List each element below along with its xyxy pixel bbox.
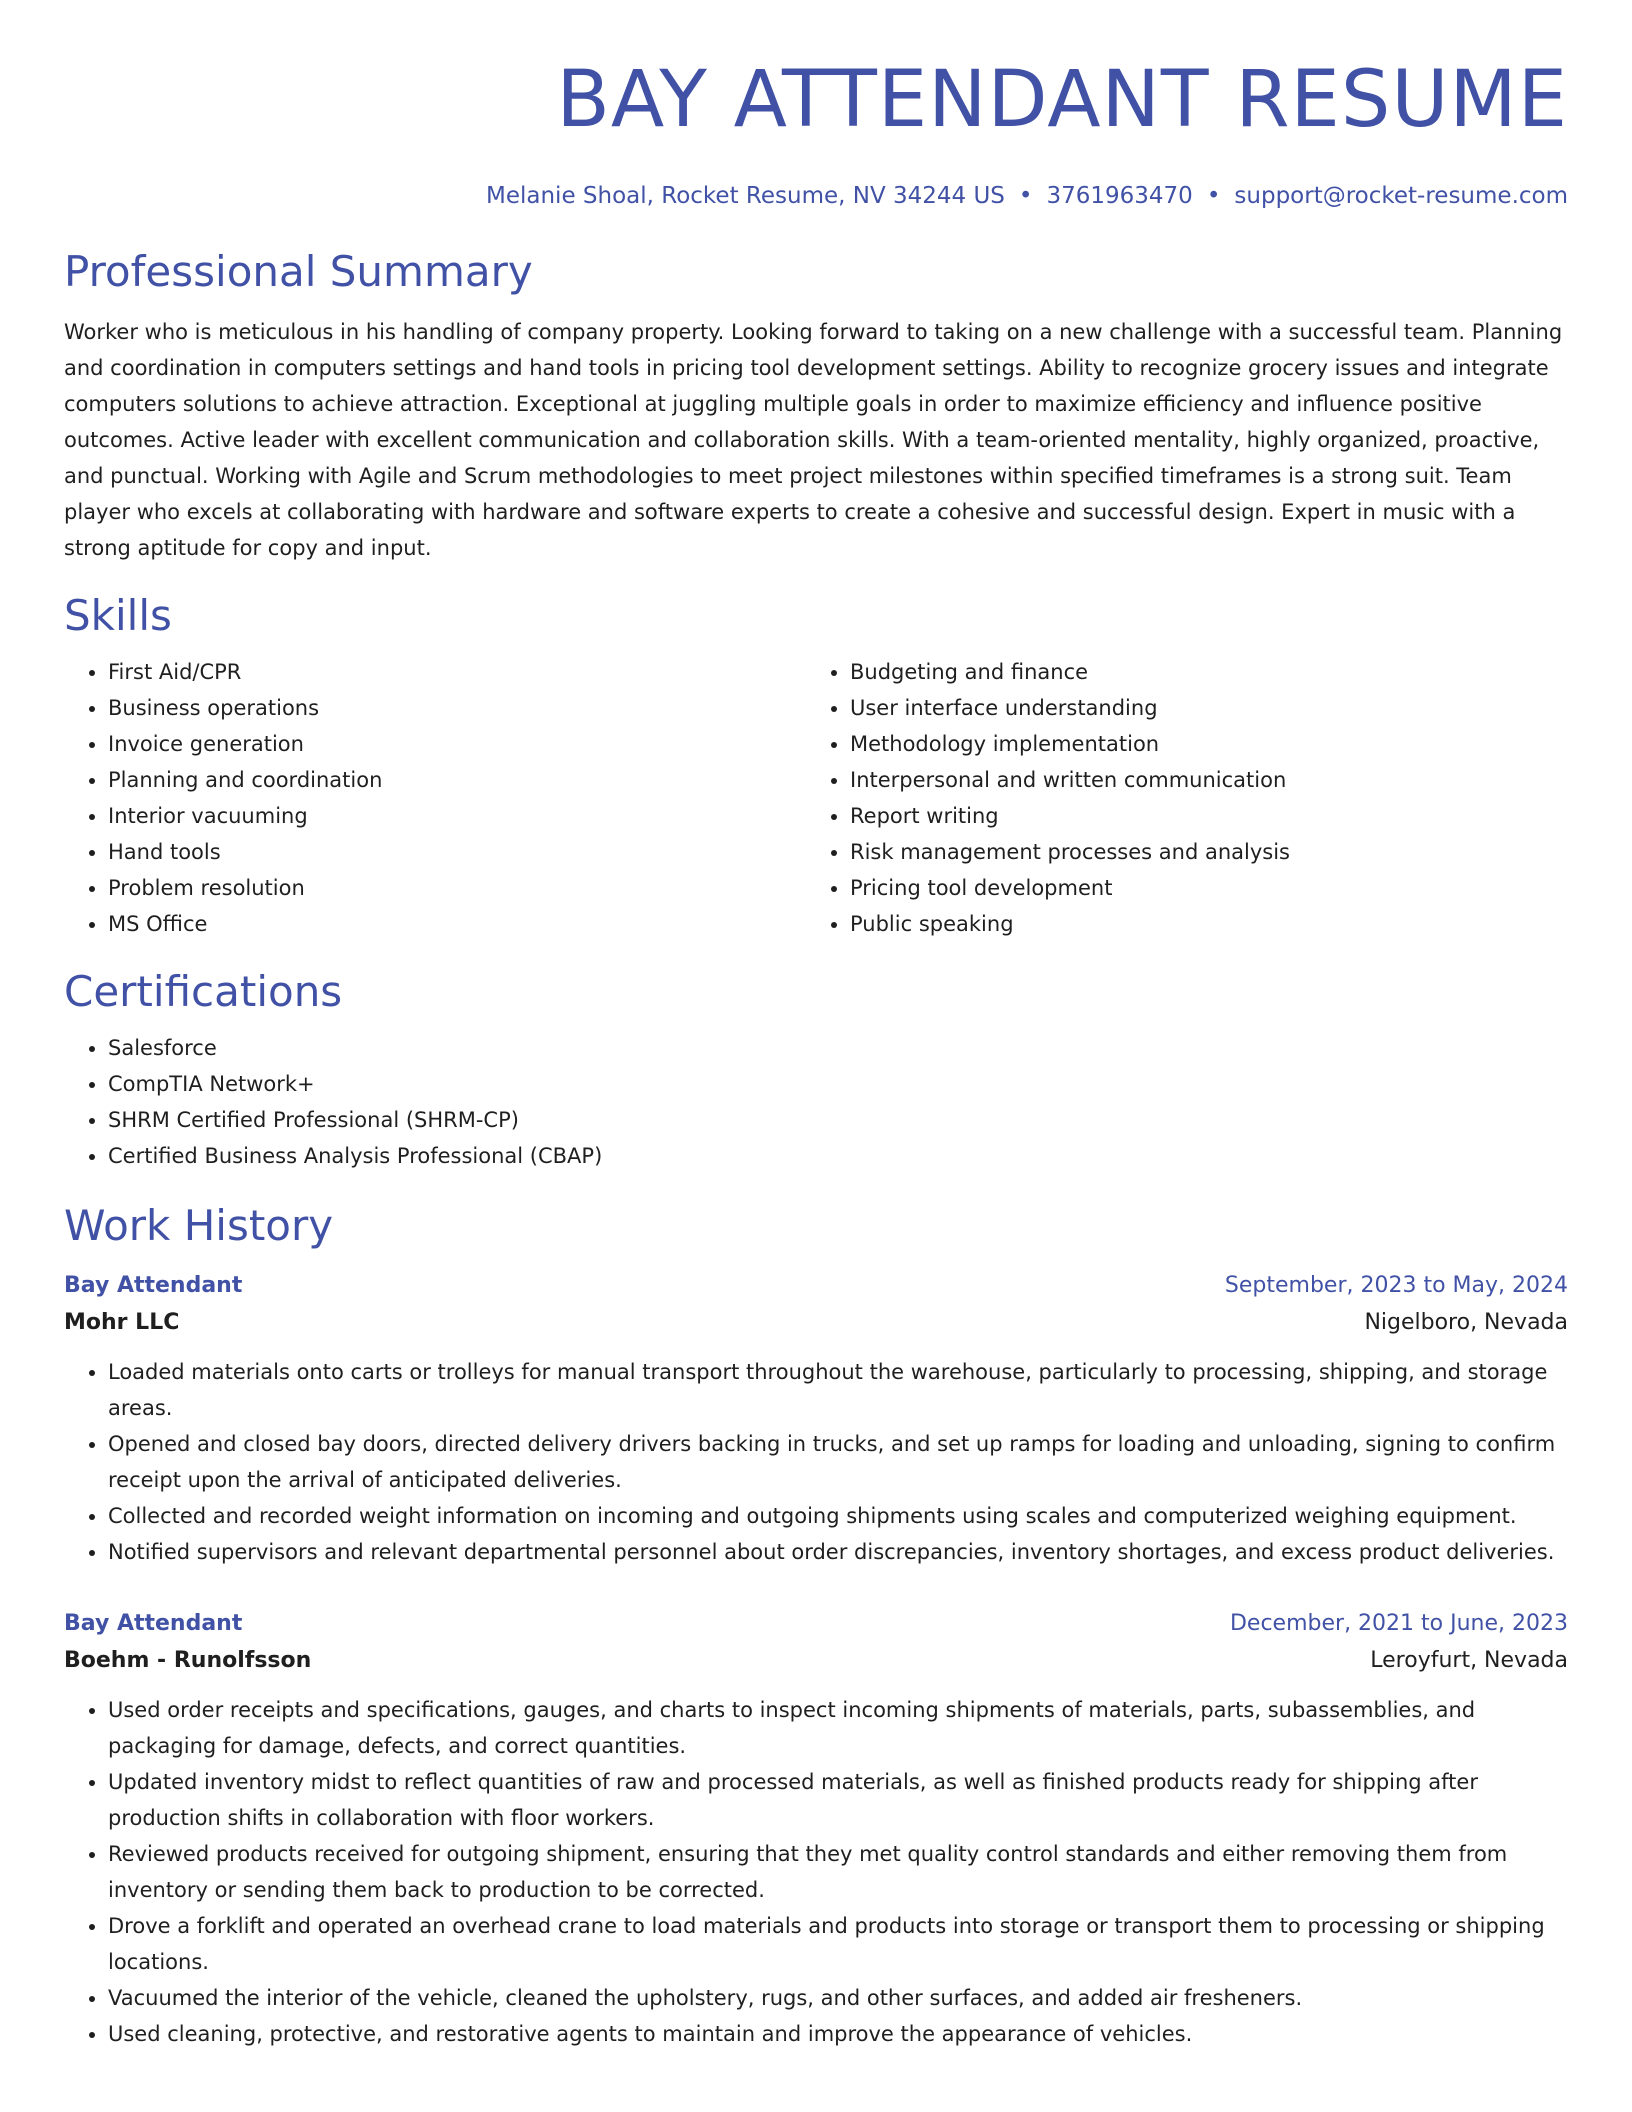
job-entry: [64, 1606, 1568, 2052]
skill-item: • Business operations: [108, 690, 806, 726]
job-entry: [64, 1268, 1568, 1570]
job-duty-item: • Reviewed products received for outgoing shipment, ensuring that they met quality control standards and either removing them from inventory or sending them back to production to be corrected.: [108, 1836, 1568, 1908]
job-location: Nigelboro, Nevada: [1364, 1310, 1568, 1335]
skill-item: • Interpersonal and written communication: [850, 762, 1548, 798]
job-title-row: [64, 1268, 1568, 1304]
skills-columns: [64, 654, 1568, 942]
skills-list-left: [64, 654, 806, 942]
certification-item: • Salesforce: [108, 1030, 1568, 1066]
skill-item: • Pricing tool development: [850, 870, 1548, 906]
skill-item: • Problem resolution: [108, 870, 806, 906]
job-duty-item: • Collected and recorded weight information on incoming and outgoing shipments using scales and computerized weighing equipment.: [108, 1498, 1568, 1534]
skills-heading: Skills: [64, 591, 172, 640]
summary-text: Worker who is meticulous in his handling of company property. Looking forward to taking on a new challenge with a successful team. Planning and coordination in computers settings and hand tools in pricing tool development settings. Ability to recognize grocery issues and integrate computers solutions to achieve attraction. Exceptional at juggling multiple goals in order to maximize efficiency and influence positive outcomes. Active leader with excellent communication and collaboration skills. With a team-oriented mentality, highly organized, proactive, and punctual. Working with Agile and Scrum methodologies to meet project milestones within specified timeframes is a strong suit. Team player who excels at collaborating with hardware and software experts to create a cohesive and successful design. Expert in music with a strong aptitude for copy and input.: [64, 320, 1563, 560]
contact-address: Melanie Shoal, Rocket Resume, NV 34244 US: [486, 183, 1005, 209]
job-duties-list: [64, 1692, 1568, 2052]
job-title-row: [64, 1606, 1568, 1642]
resume-title: BAY ATTENDANT RESUME: [556, 55, 1568, 145]
skill-item: • Interior vacuuming: [108, 798, 806, 834]
work-history-heading: Work History: [64, 1201, 334, 1250]
skill-item: • Budgeting and finance: [850, 654, 1548, 690]
contact-line: [64, 180, 1568, 212]
contact-phone: 3761963470: [1046, 183, 1193, 209]
job-duties-list: [64, 1354, 1568, 1570]
skills-list-right: [806, 654, 1548, 942]
job-duty-item: • Notified supervisors and relevant departmental personnel about order discrepancies, inventory shortages, and excess product deliveries.: [108, 1534, 1568, 1570]
job-duty-item: • Used order receipts and specifications, gauges, and charts to inspect incoming shipments of materials, parts, subassemblies, and packaging for damage, defects, and correct quantities.: [108, 1692, 1568, 1764]
job-dates: December, 2021 to June, 2023: [1229, 1611, 1568, 1636]
job-title: Bay Attendant: [64, 1273, 243, 1298]
job-duty-item: • Vacuumed the interior of the vehicle, cleaned the upholstery, rugs, and other surfaces, and added air fresheners.: [108, 1980, 1568, 2016]
job-company-row: [64, 1304, 1568, 1342]
skill-item: • User interface understanding: [850, 690, 1548, 726]
skill-item: • Report writing: [850, 798, 1548, 834]
skill-item: • Public speaking: [850, 906, 1548, 942]
summary-heading: Professional Summary: [64, 247, 533, 296]
certifications-list: [64, 1030, 1568, 1174]
skill-item: • Invoice generation: [108, 726, 806, 762]
job-duty-item: • Drove a forklift and operated an overhead crane to load materials and products into storage or transport them to processing or shipping locations.: [108, 1908, 1568, 1980]
contact-email: support@rocket-resume.com: [1234, 183, 1568, 209]
certification-item: • CompTIA Network+: [108, 1066, 1568, 1102]
job-company: Boehm - Runolfsson: [64, 1648, 312, 1673]
job-duty-item: • Updated inventory midst to reflect quantities of raw and processed materials, as well as finished products ready for shipping after production shifts in collaboration with floor workers.: [108, 1764, 1568, 1836]
job-title: Bay Attendant: [64, 1611, 243, 1636]
certification-item: • Certified Business Analysis Professional (CBAP): [108, 1138, 1568, 1174]
skill-item: • Planning and coordination: [108, 762, 806, 798]
skill-item: • MS Office: [108, 906, 806, 942]
contact-separator: •: [1018, 183, 1033, 209]
job-duty-item: • Used cleaning, protective, and restorative agents to maintain and improve the appearance of vehicles.: [108, 2016, 1568, 2052]
job-dates: September, 2023 to May, 2024: [1224, 1273, 1568, 1298]
job-company-row: [64, 1642, 1568, 1680]
skill-item: • Methodology implementation: [850, 726, 1548, 762]
skill-item: • First Aid/CPR: [108, 654, 806, 690]
skill-item: • Risk management processes and analysis: [850, 834, 1548, 870]
contact-separator: •: [1206, 183, 1221, 209]
job-location: Leroyfurt, Nevada: [1370, 1648, 1568, 1673]
job-company: Mohr LLC: [64, 1310, 180, 1335]
job-duty-item: • Loaded materials onto carts or trolleys for manual transport throughout the warehouse, particularly to processing, shipping, and storage areas.: [108, 1354, 1568, 1426]
skills-column-left: [64, 654, 806, 942]
skill-item: • Hand tools: [108, 834, 806, 870]
certification-item: • SHRM Certified Professional (SHRM-CP): [108, 1102, 1568, 1138]
certifications-heading: Certifications: [64, 967, 343, 1016]
job-duty-item: • Opened and closed bay doors, directed delivery drivers backing in trucks, and set up ramps for loading and unloading, signing to confirm receipt upon the arrival of anticipated deliveries.: [108, 1426, 1568, 1498]
skills-column-right: [806, 654, 1548, 942]
